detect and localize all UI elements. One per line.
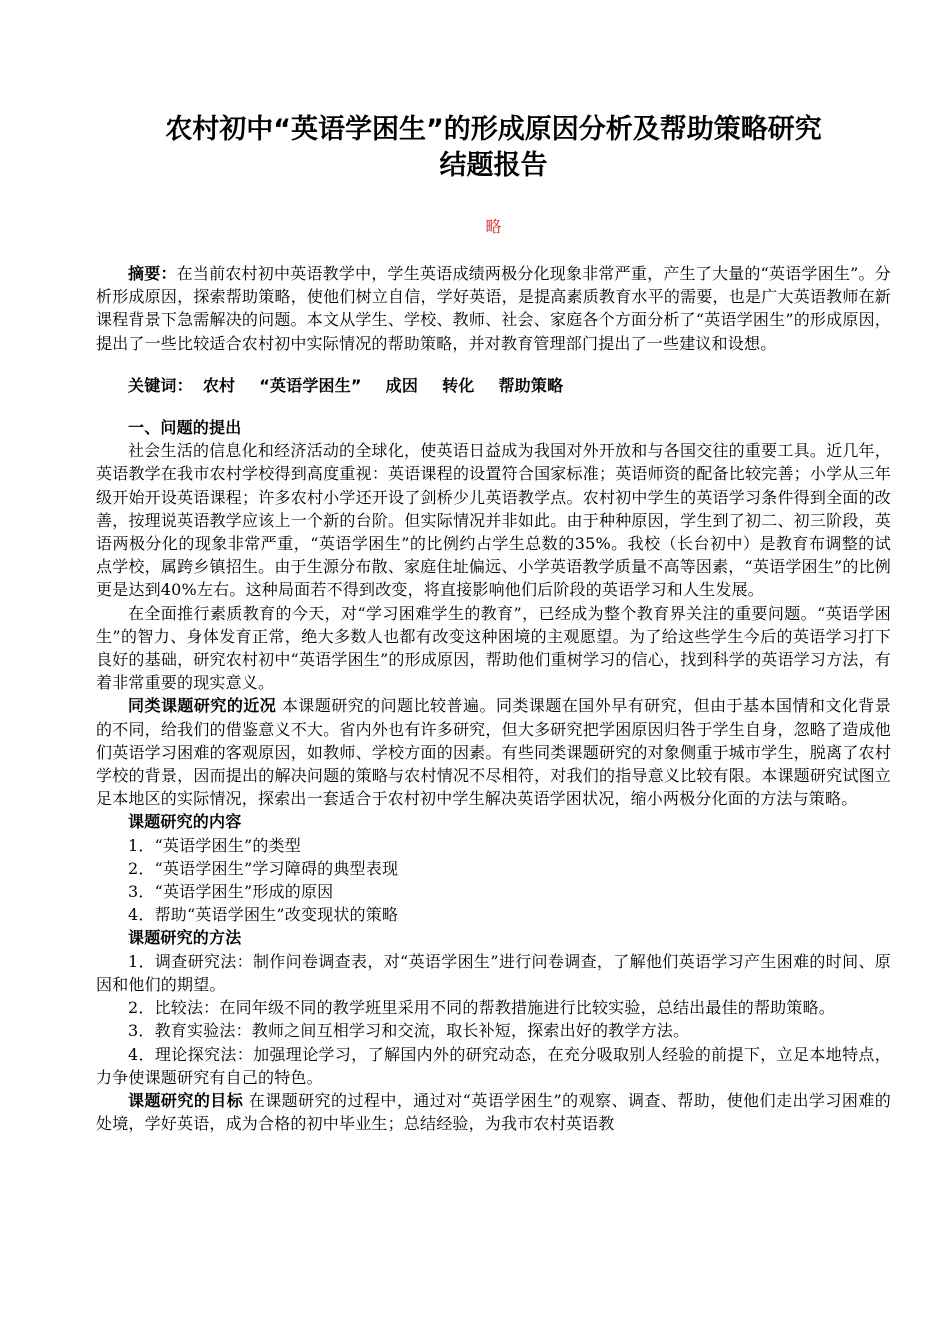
keywords-label: 关键词： (128, 375, 193, 395)
list-item: 1．“英语学困生”的类型 (128, 835, 301, 855)
abstract-label: 摘要： (128, 264, 177, 283)
keyword: 成因 (385, 375, 419, 395)
document-title (96, 112, 891, 184)
goal-text: 在课题研究的过程中，通过对“英语学困生”的观察、调查、帮助，使他们走出学习困难的处境，学好英语，成为合格的初中毕业生；总结经验，为我市农村英语教 (96, 1090, 891, 1134)
keyword: 转化 (442, 375, 475, 395)
list-item: 3．“英语学困生”形成的原因 (128, 882, 334, 902)
document-page (96, 112, 891, 1135)
list-item: 4．理论探究法：加强理论学习，了解国内外的研究动态，在充分吸取别人经验的前提下，立足本地特点，力争使课题研究有自己的特色。 (96, 1044, 891, 1087)
similar-research-text: 本课题研究的问题比较普遍。同类课题在国外早有研究，但由于基本国情和文化背景的不同，给我们的借鉴意义不大。省内外也有许多研究，但大多研究把学困原因归咎于学生自身，忽略了造成他们英语学习困难的客观原因，如教师、学校方面的因素。有些同类课题研究的对象侧重于城市学生，脱离了农村学校的背景，因而提出的解决问题的策略与农村情况不尽相符，对我们的指导意义比较有限。本课题研究试图立足本地区的实际情况，探索出一套适合于农村初中学生解决英语学困状况，缩小两极分化面的方法与策略。 (96, 696, 891, 809)
author: 略 (485, 217, 502, 236)
method-heading: 课题研究的方法 (128, 928, 242, 948)
list-item: 2．“英语学困生”学习障碍的典型表现 (128, 858, 399, 878)
similar-research-paragraph (96, 694, 891, 810)
keyword: 农村 (202, 375, 236, 395)
content-heading: 课题研究的内容 (128, 812, 242, 832)
similar-research-label: 同类课题研究的近况 (128, 696, 277, 716)
goal-paragraph (96, 1089, 891, 1135)
abstract (96, 262, 891, 355)
list-item: 1．调查研究法：制作问卷调查表，对“英语学困生”进行问卷调查，了解他们英语学习产生困难的时间、原因和他们的期望。 (96, 951, 891, 994)
abstract-text: 在当前农村初中英语教学中，学生英语成绩两极分化现象非常严重，产生了大量的“英语学困生”。分析形成原因，探索帮助策略，使他们树立自信，学好英语，是提高素质教育水平的需要，也是广大英语教师在新课程背景下急需解决的问题。本文从学生、学校、教师、社会、家庭各个方面分析了“英语学困生”的形成原因，提出了一些比较适合农村初中实际情况的帮助策略，并对教育管理部门提出了一些建议和设想。 (96, 264, 891, 353)
keywords (96, 374, 891, 397)
section-heading: 一、问题的提出 (128, 418, 242, 438)
keyword: 帮助策略 (498, 375, 564, 395)
title-line-1: 农村初中“英语学困生”的形成原因分析及帮助策略研究 (165, 114, 822, 145)
list-item: 3．教育实验法：教师之间互相学习和交流，取长补短，探索出好的教学方法。 (128, 1021, 690, 1041)
title-line-2: 结题报告 (439, 150, 548, 181)
goal-label: 课题研究的目标 (128, 1090, 244, 1110)
list-item: 4．帮助“英语学困生”改变现状的策略 (128, 905, 399, 925)
paragraph: 社会生活的信息化和经济活动的全球化，使英语日益成为我国对外开放和与各国交往的重要工具。近几年，英语教学在我市农村学校得到高度重视：英语课程的设置符合国家标准；英语师资的配备比较完善；小学从三年级开始开设英语课程；许多农村小学还开设了剑桥少儿英语教学点。农村初中学生的英语学习条件得到全面的改善，按理说英语教学应该上一个新的台阶。但实际情况并非如此。由于种种原因，学生到了初二、初三阶段，英语两极分化的现象非常严重，“英语学困生”的比例约占学生总数的35%。我校（长台初中）是教育布调整的试点学校，属跨乡镇招生。由于生源分布散、家庭住址偏远、小学英语教学质量不高等因素，“英语学困生”的比例更是达到40%左右。这种局面若不得到改变，将直接影响他们后阶段的英语学习和人生发展。 (96, 441, 891, 600)
keyword: “英语学困生” (259, 375, 362, 395)
paragraph: 在全面推行素质教育的今天，对“学习困难学生的教育”，已经成为整个教育界关注的重要问题。“英语学困生”的智力、身体发育正常，绝大多数人也都有改变这种困境的主观愿望。为了给这些学生今后的英语学习打下良好的基础，研究农村初中“英语学困生”的形成原因，帮助他们重树学习的信心，找到科学的英语学习方法，有着非常重要的现实意义。 (96, 603, 891, 693)
list-item: 2．比较法：在同年级不同的教学班里采用不同的帮教措施进行比较实验，总结出最佳的帮助策略。 (128, 998, 835, 1018)
